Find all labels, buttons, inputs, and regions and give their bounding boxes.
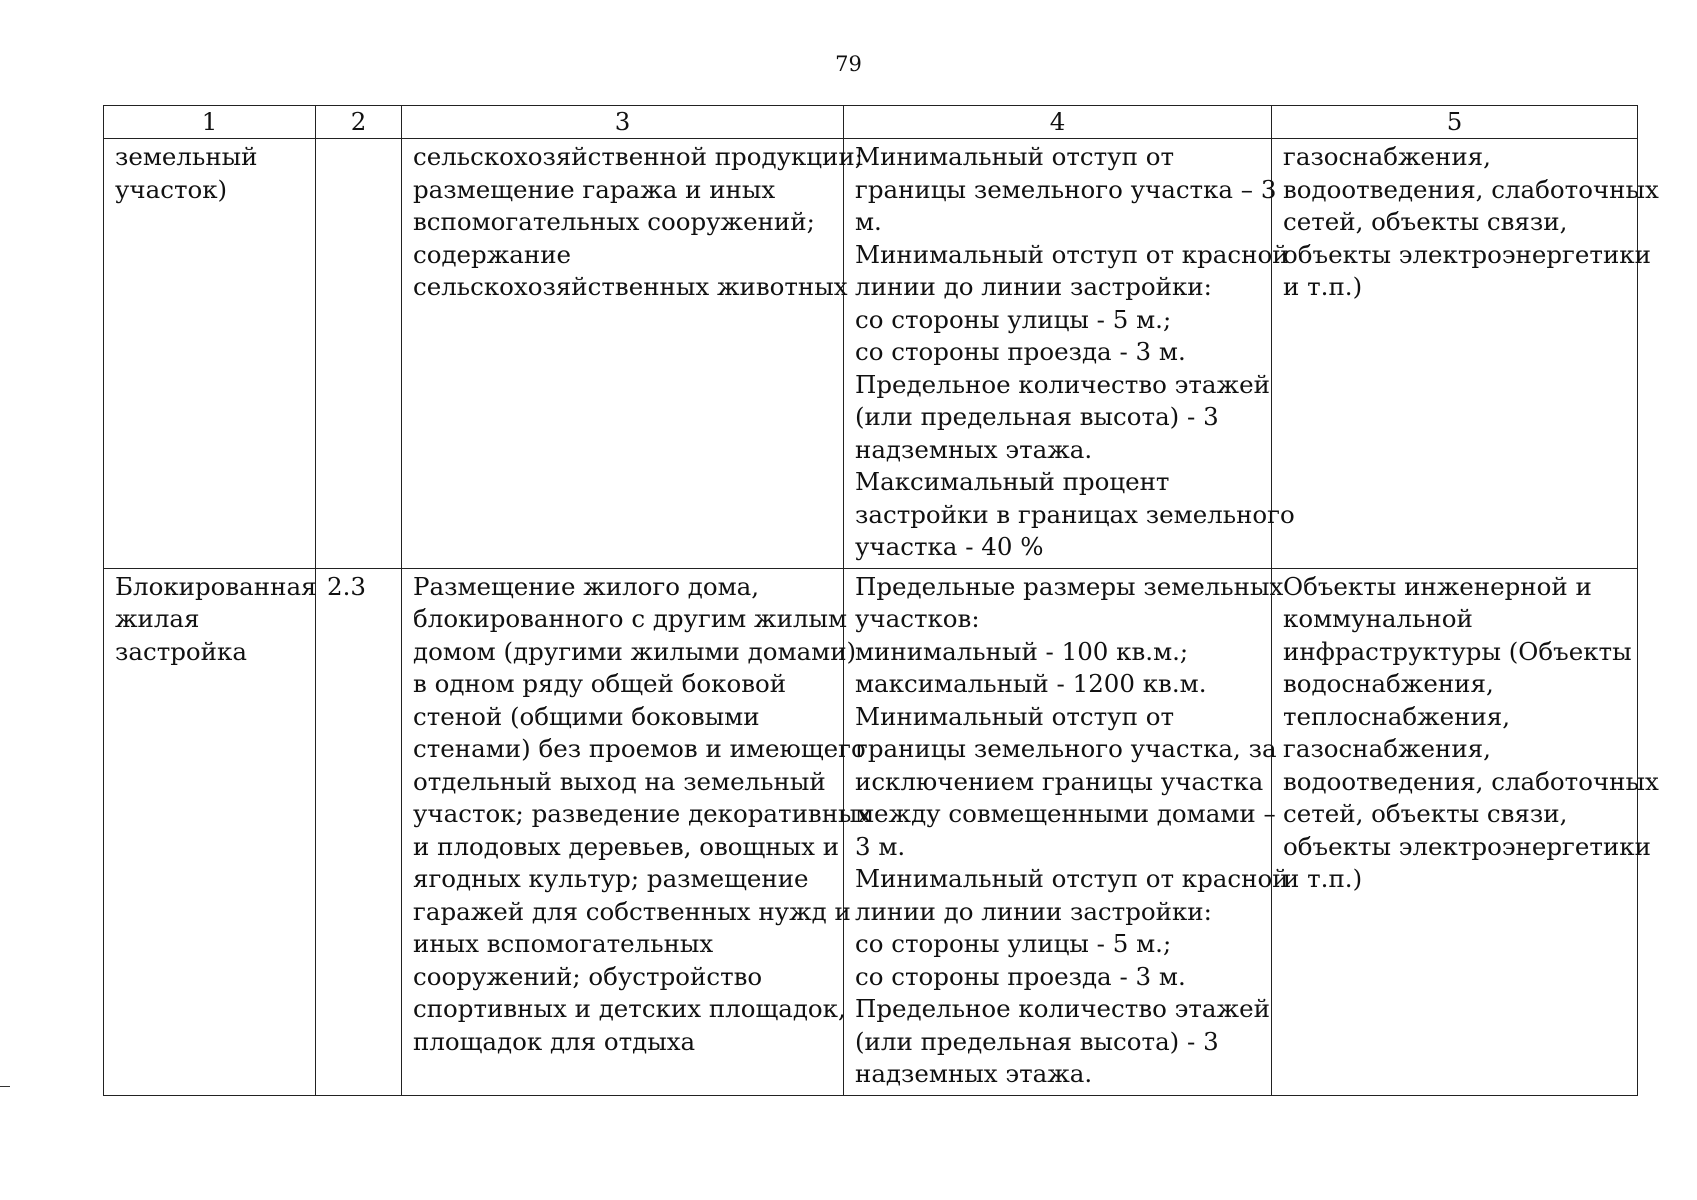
cell-line: Минимальный отступ от [855,701,1175,731]
cell-line: со стороны улицы - 5 м.; [855,929,1172,958]
cell-line: размещение гаража и иных [413,174,776,204]
margin-mark [0,1086,10,1087]
cell-line: надземных этажа. [855,434,1093,464]
cell-line: участок; разведение декоративных [413,799,872,828]
cell-line: Предельное количество этажей [855,369,1270,399]
table-row [104,568,1638,1095]
cell-line: м. [855,207,882,236]
cell-line: (или предельная высота) - 3 [855,1026,1219,1056]
table-cell-col1 [104,139,316,569]
cell-line: водоотведения, слаботочных [1283,174,1659,204]
cell-line: Минимальный отступ от [855,142,1175,171]
cell-line: в одном ряду общей боковой [413,669,787,698]
cell-line: со стороны улицы - 5 м.; [855,304,1172,334]
cell-line: гаражей для собственных нужд и [413,896,851,926]
header-col-3: 3 [402,106,844,139]
cell-line: инфраструктуры (Объекты [1283,636,1632,666]
cell-line: Предельное количество этажей [855,994,1270,1023]
cell-line: Предельные размеры земельных [855,571,1284,601]
cell-line: застройка [115,636,247,666]
table-cell-col3 [402,139,863,569]
cell-line: сооружений; обустройство [413,961,763,991]
cell-line: линии до линии застройки: [855,896,1212,926]
cell-line: и т.п.) [1283,864,1363,893]
cell-line: со стороны проезда - 3 м. [855,337,1186,366]
table-cell-col1 [104,568,316,1095]
cell-line: коммунальной [1283,604,1473,633]
cell-line: водоотведения, слаботочных [1283,766,1659,796]
cell-line: Минимальный отступ от красной [855,239,1289,269]
cell-line: и т.п.) [1283,272,1363,301]
cell-line: и плодовых деревьев, овощных и [413,831,840,861]
cell-line: границы земельного участка, за [855,734,1277,763]
cell-line: максимальный - 1200 кв.м. [855,669,1207,698]
table-cell-col4 [844,568,1289,1095]
cell-line: исключением границы участка [855,766,1264,796]
cell-line: иных вспомогательных [413,929,714,958]
cell-line: сельскохозяйственных животных [413,272,848,301]
cell-line: участков: [855,604,980,633]
cell-line: содержание [413,239,572,269]
cell-line: ягодных культур; размещение [413,864,809,893]
cell-line: стеной (общими боковыми [413,701,760,731]
header-row [104,106,1638,139]
cell-line: площадок для отдыха [413,1026,696,1056]
cell-line: теплоснабжения, [1283,701,1511,731]
cell-line: линии до линии застройки: [855,272,1212,301]
cell-line: (или предельная высота) - 3 [855,402,1219,431]
cell-line: объекты электроэнергетики [1283,831,1651,861]
cell-line: 2.3 [327,571,366,601]
cell-line: 3 м. [855,831,906,861]
table-row [104,139,1638,569]
cell-line: участка - 40 % [855,532,1044,561]
cell-line: Размещение жилого дома, [413,571,760,601]
cell-line: газоснабжения, [1283,734,1491,763]
header-col-4: 4 [844,106,1272,139]
cell-line: Минимальный отступ от красной [855,864,1289,893]
table-cell-col5 [1272,139,1659,569]
cell-line: объекты электроэнергетики [1283,239,1651,269]
cell-line: минимальный - 100 кв.м.; [855,636,1189,666]
cell-line: отдельный выход на земельный [413,766,826,796]
cell-line: блокированного с другим жилым [413,604,848,633]
cell-line: домом (другими жилыми домами) [413,636,857,666]
cell-line: стенами) без проемов и имеющего [413,734,866,763]
cell-line: водоснабжения, [1283,669,1494,698]
cell-line: сельскохозяйственной продукции; [413,142,863,171]
cell-line: сетей, объекты связи, [1283,799,1568,828]
cell-line: газоснабжения, [1283,142,1491,171]
cell-line: сетей, объекты связи, [1283,207,1568,236]
cell-line: земельный [115,142,258,171]
header-col-1: 1 [104,106,316,139]
cell-line: Максимальный процент [855,467,1170,496]
cell-line: застройки в границах земельного [855,499,1295,529]
cell-line: между совмещенными домами – [855,799,1276,828]
table-cell-col2 [316,568,402,1095]
cell-line: Объекты инженерной и [1283,571,1592,601]
cell-line: участок) [115,174,228,204]
cell-line: надземных этажа. [855,1059,1093,1088]
cell-line: со стороны проезда - 3 м. [855,961,1186,991]
cell-line: жилая [115,604,200,633]
table-cell-col5 [1272,568,1659,1095]
page-number: 79 [835,52,862,76]
cell-line: спортивных и детских площадок, [413,994,846,1023]
table-cell-col2 [316,139,402,569]
table-cell-col3 [402,568,872,1095]
cell-line: границы земельного участка – 3 [855,174,1277,204]
zoning-table [103,105,1659,1096]
header-col-5: 5 [1272,106,1638,139]
cell-line: Блокированная [115,571,317,601]
table-cell-col4 [844,139,1295,569]
cell-line: вспомогательных сооружений; [413,207,815,236]
header-col-2: 2 [316,106,402,139]
